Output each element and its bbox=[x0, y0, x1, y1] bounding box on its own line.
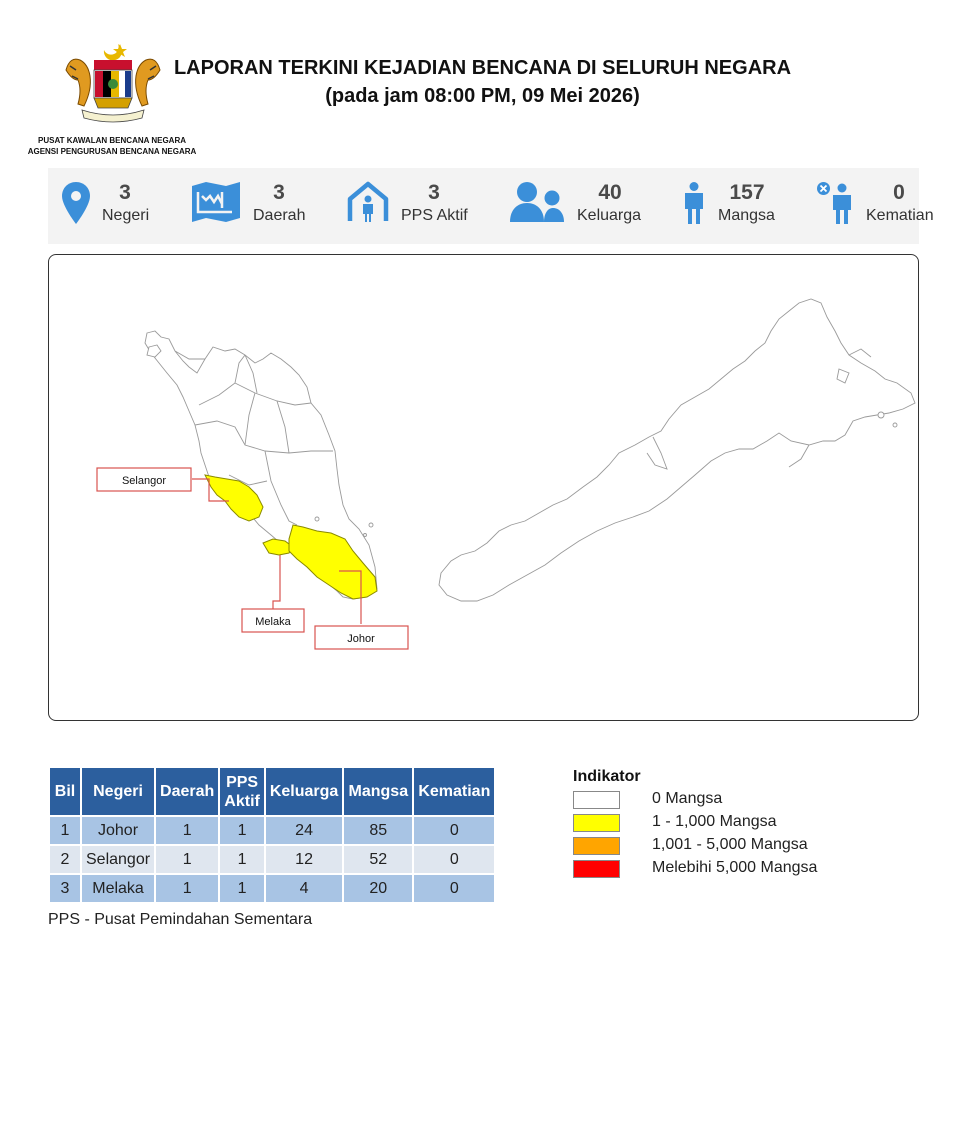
legend-swatch bbox=[573, 837, 620, 855]
cell-keluarga: 24 bbox=[266, 817, 342, 844]
map-base-layer bbox=[145, 299, 915, 601]
cell-bil: 1 bbox=[50, 817, 80, 844]
state-summary-table bbox=[48, 766, 496, 904]
cell-mangsa: 85 bbox=[344, 817, 412, 844]
map-label-selangor bbox=[97, 468, 191, 491]
cell-bil: 3 bbox=[50, 875, 80, 902]
legend-label: 1 - 1,000 Mangsa bbox=[652, 813, 777, 830]
cell-mangsa: 52 bbox=[344, 846, 412, 873]
stat-pps-aktif bbox=[346, 168, 486, 244]
col-header-daerah: Daerah bbox=[156, 768, 218, 815]
legend-label: 0 Mangsa bbox=[652, 790, 723, 807]
map-label-text: Melaka bbox=[255, 616, 291, 628]
cell-pps-aktif: 1 bbox=[220, 875, 264, 902]
deceased-person-icon bbox=[817, 182, 853, 224]
col-header-negeri: Negeri bbox=[82, 768, 154, 815]
stat-label: Daerah bbox=[253, 207, 306, 224]
cell-keluarga: 4 bbox=[266, 875, 342, 902]
table-row bbox=[50, 875, 494, 902]
map-label-text: Selangor bbox=[121, 475, 167, 487]
stat-daerah bbox=[190, 168, 340, 244]
legend-label: Melebihi 5,000 Mangsa bbox=[652, 859, 818, 876]
agency-line-1: PUSAT KAWALAN BENCANA NEGARA bbox=[38, 136, 186, 145]
legend-item bbox=[573, 834, 893, 857]
cell-daerah: 1 bbox=[156, 875, 218, 902]
stat-keluarga bbox=[508, 168, 658, 244]
cell-kematian: 0 bbox=[414, 846, 494, 873]
legend-item bbox=[573, 788, 893, 811]
legend-label: 1,001 - 5,000 Mangsa bbox=[652, 836, 808, 853]
stat-negeri bbox=[48, 168, 178, 244]
stat-value: 3 bbox=[273, 181, 285, 204]
person-icon bbox=[683, 182, 705, 224]
cell-kematian: 0 bbox=[414, 875, 494, 902]
agency-line-2: AGENSI PENGURUSAN BENCANA NEGARA bbox=[27, 147, 197, 156]
legend-item bbox=[573, 857, 893, 880]
stat-label: Negeri bbox=[102, 207, 150, 224]
cell-kematian: 0 bbox=[414, 817, 494, 844]
legend-swatch bbox=[573, 791, 620, 809]
cell-mangsa: 20 bbox=[344, 875, 412, 902]
stat-mangsa bbox=[678, 168, 818, 244]
disaster-map bbox=[48, 254, 919, 721]
east-malaysia-outline bbox=[439, 299, 915, 601]
report-title-main: LAPORAN TERKINI KEJADIAN BENCANA DI SELURUH NEGARA bbox=[173, 57, 792, 79]
cell-negeri: Selangor bbox=[82, 846, 154, 873]
legend-title: Indikator bbox=[573, 768, 641, 785]
stat-value: 3 bbox=[428, 181, 440, 204]
stat-value: 3 bbox=[119, 181, 131, 204]
cell-keluarga: 12 bbox=[266, 846, 342, 873]
summary-stats-bar bbox=[48, 168, 934, 244]
stat-label: PPS Aktif bbox=[401, 207, 468, 224]
col-header-mangsa: Mangsa bbox=[344, 768, 412, 815]
stat-value: 0 bbox=[893, 181, 905, 204]
table-header-row bbox=[50, 768, 494, 815]
report-title bbox=[160, 54, 805, 110]
cell-bil: 2 bbox=[50, 846, 80, 873]
stat-label: Mangsa bbox=[718, 207, 775, 224]
map-label-melaka bbox=[242, 609, 304, 632]
map-label-text: Johor bbox=[347, 633, 375, 645]
stat-kematian bbox=[816, 168, 934, 244]
cell-pps-aktif: 1 bbox=[220, 817, 264, 844]
stat-value: 40 bbox=[598, 181, 622, 204]
cell-pps-aktif: 1 bbox=[220, 846, 264, 873]
map-legend bbox=[573, 766, 893, 880]
stat-label: Keluarga bbox=[577, 207, 642, 224]
report-timestamp: (pada jam 08:00 PM, 09 Mei 2026) bbox=[325, 85, 640, 107]
family-icon bbox=[510, 181, 564, 223]
shelter-icon bbox=[347, 181, 389, 223]
map-pin-icon bbox=[62, 182, 90, 224]
cell-negeri: Melaka bbox=[82, 875, 154, 902]
col-header-pps-aktif: PPS Aktif bbox=[220, 768, 264, 815]
col-header-kematian: Kematian bbox=[414, 768, 494, 815]
table-row bbox=[50, 846, 494, 873]
legend-swatch bbox=[573, 860, 620, 878]
coat-of-arms-logo bbox=[60, 40, 166, 124]
table-row bbox=[50, 817, 494, 844]
stat-value: 157 bbox=[729, 181, 765, 204]
cell-negeri: Johor bbox=[82, 817, 154, 844]
agency-name bbox=[14, 135, 210, 157]
cell-daerah: 1 bbox=[156, 817, 218, 844]
map-label-johor bbox=[315, 626, 408, 649]
pps-footnote: PPS - Pusat Pemindahan Sementara bbox=[48, 911, 313, 928]
cell-daerah: 1 bbox=[156, 846, 218, 873]
district-map-icon bbox=[192, 182, 240, 222]
legend-item bbox=[573, 811, 893, 834]
col-header-bil: Bil bbox=[50, 768, 80, 815]
col-header-keluarga: Keluarga bbox=[266, 768, 342, 815]
stat-label: Kematian bbox=[866, 207, 934, 224]
legend-swatch bbox=[573, 814, 620, 832]
